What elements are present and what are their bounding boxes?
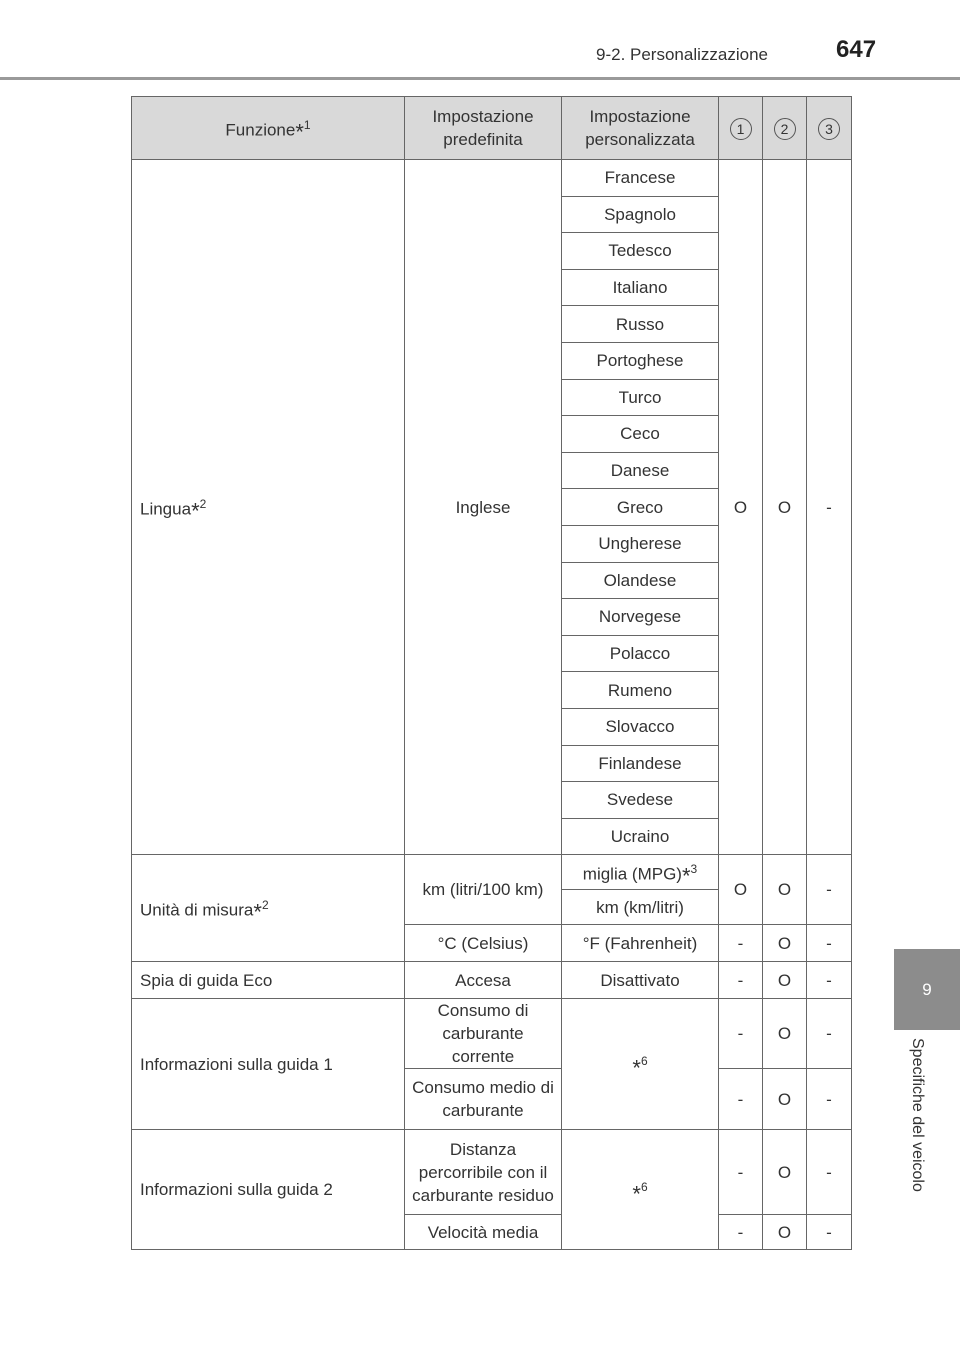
- header-default: Impostazione predefinita: [405, 97, 562, 160]
- drive2-r2-mark-1: -: [719, 1215, 763, 1250]
- table-row: [132, 160, 852, 197]
- units-fuel-default: km (litri/100 km): [405, 855, 562, 925]
- language-option: Svedese: [562, 782, 719, 819]
- units-function: Unità di misura*$^2$: [132, 855, 405, 962]
- language-default: Inglese: [405, 160, 562, 855]
- drive2-function: Informazioni sulla guida 2: [132, 1130, 405, 1250]
- language-mark-1: O: [719, 160, 763, 855]
- language-option: Finlandese: [562, 745, 719, 782]
- units-temp-mark-2: O: [763, 925, 807, 962]
- chapter-tab[interactable]: [894, 949, 960, 1030]
- language-option: Rumeno: [562, 672, 719, 709]
- drive2-default-2: Velocità media: [405, 1215, 562, 1250]
- language-option: Danese: [562, 452, 719, 489]
- table-row: [132, 962, 852, 999]
- units-fuel-mark-3: -: [807, 855, 852, 925]
- language-mark-2: O: [763, 160, 807, 855]
- units-fuel-custom-1: miglia (MPG)*$^3$: [562, 855, 719, 890]
- eco-mark-3: -: [807, 962, 852, 999]
- language-option: Ceco: [562, 416, 719, 453]
- units-fuel-mark-1: O: [719, 855, 763, 925]
- language-option: Portoghese: [562, 342, 719, 379]
- language-option: Polacco: [562, 635, 719, 672]
- header-divider: [0, 77, 960, 80]
- chapter-number: 9: [922, 979, 932, 999]
- units-fuel-custom-2: km (km/litri): [562, 890, 719, 925]
- drive2-r1-mark-1: -: [719, 1130, 763, 1215]
- drive2-r2-mark-2: O: [763, 1215, 807, 1250]
- eco-custom: Disattivato: [562, 962, 719, 999]
- drive2-r2-mark-3: -: [807, 1215, 852, 1250]
- language-option: Olandese: [562, 562, 719, 599]
- units-temp-default: °C (Celsius): [405, 925, 562, 962]
- drive1-default-1: Consumo di carburante corrente: [405, 999, 562, 1069]
- table-row: [132, 999, 852, 1069]
- drive1-r1-mark-2: O: [763, 999, 807, 1069]
- language-option: Francese: [562, 160, 719, 197]
- section-title: 9-2. Personalizzazione: [596, 45, 768, 64]
- units-temp-custom: °F (Fahrenheit): [562, 925, 719, 962]
- language-option: Norvegese: [562, 599, 719, 636]
- language-function: Lingua*$^2$: [132, 160, 405, 855]
- header-function: Funzione*$^1$: [132, 97, 405, 160]
- language-mark-3: -: [807, 160, 852, 855]
- drive1-r1-mark-3: -: [807, 999, 852, 1069]
- drive1-function: Informazioni sulla guida 1: [132, 999, 405, 1130]
- drive2-default-1: Distanza percorribile con il carburante residuo: [405, 1130, 562, 1215]
- table-row: [132, 1130, 852, 1215]
- drive1-r1-mark-1: -: [719, 999, 763, 1069]
- units-fuel-mark-2: O: [763, 855, 807, 925]
- language-option: Tedesco: [562, 233, 719, 270]
- language-option: Italiano: [562, 269, 719, 306]
- drive2-custom: *$^6$: [562, 1130, 719, 1250]
- drive1-r2-mark-2: O: [763, 1069, 807, 1130]
- drive2-r1-mark-3: -: [807, 1130, 852, 1215]
- units-temp-mark-1: -: [719, 925, 763, 962]
- table-row: [132, 855, 852, 890]
- units-temp-mark-3: -: [807, 925, 852, 962]
- language-option: Ungherese: [562, 525, 719, 562]
- header-circle-3: 3: [807, 97, 852, 160]
- customization-table: [131, 96, 852, 1250]
- header-custom: Impostazione personalizzata: [562, 97, 719, 160]
- drive1-r2-mark-1: -: [719, 1069, 763, 1130]
- eco-default: Accesa: [405, 962, 562, 999]
- language-option: Spagnolo: [562, 196, 719, 233]
- eco-function: Spia di guida Eco: [132, 962, 405, 999]
- language-option: Turco: [562, 379, 719, 416]
- table-header-row: [132, 97, 852, 160]
- eco-mark-2: O: [763, 962, 807, 999]
- page-number: 647: [836, 36, 877, 63]
- drive1-r2-mark-3: -: [807, 1069, 852, 1130]
- drive1-custom: *$^6$: [562, 999, 719, 1130]
- language-option: Slovacco: [562, 708, 719, 745]
- drive2-r1-mark-2: O: [763, 1130, 807, 1215]
- header-circle-1: 1: [719, 97, 763, 160]
- language-option: Russo: [562, 306, 719, 343]
- drive1-default-2: Consumo medio di carburante: [405, 1069, 562, 1130]
- chapter-label: Specifiche del veicolo: [909, 1038, 926, 1192]
- eco-mark-1: -: [719, 962, 763, 999]
- language-option: Ucraino: [562, 818, 719, 855]
- header-circle-2: 2: [763, 97, 807, 160]
- language-option: Greco: [562, 489, 719, 526]
